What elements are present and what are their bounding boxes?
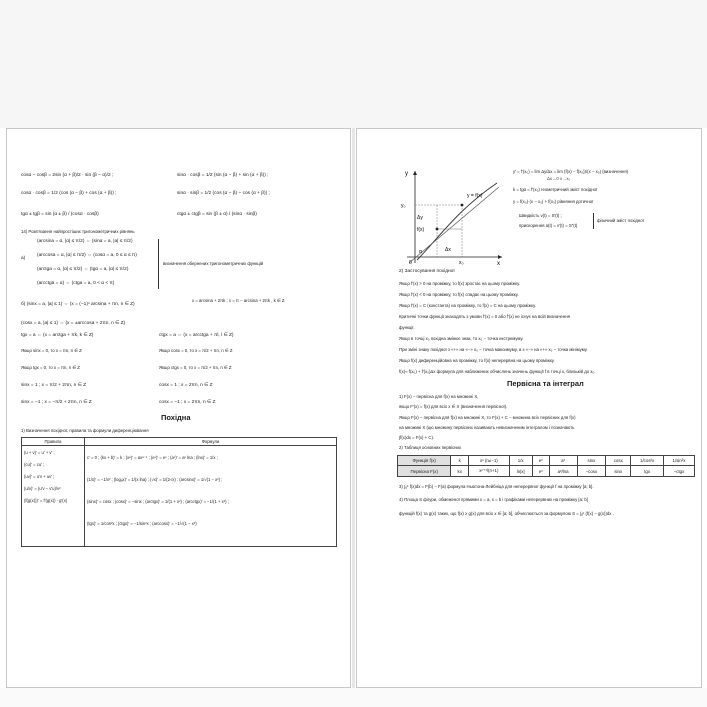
formula-row-1: c′ = 0 ; (kx + b)′ = k ; (xᵅ)′ = αxᵅ⁻¹ ; (eˣ)′ = eˣ ; (aˣ)′ = aˣ lna ; (lnx)′ = 1/x ; bbox=[87, 455, 218, 460]
formula-row-2: (1/x)′ = −1/x² ; (logₐx)′ = 1/(x lna) ; (√x)′ = 1/(2√x) ; (arcsinx)′ = 1/√(1 − x²) ; bbox=[87, 477, 223, 482]
axis-y-label: y bbox=[405, 171, 408, 177]
prim-row2-label: Первісна F(x) bbox=[398, 466, 451, 477]
inverse-a-2: (arccosa = α, |α| ≤ π/2) ⇔ (cosα = a, 0 ≤ α ≤ π) bbox=[37, 253, 137, 258]
integral-line-4: на множині X (цю множину первісних називають невизначеним інтегралом і позначають bbox=[399, 425, 575, 430]
prim-cell: aˣ bbox=[549, 456, 577, 466]
integral-line-1: 1) F(x) − первісна для f(x) на множині X, bbox=[399, 394, 479, 399]
fx-label: f(x) bbox=[417, 227, 425, 233]
axis-x-label: x bbox=[497, 261, 500, 265]
derivative-table bbox=[21, 437, 337, 547]
trig-formula-1: cosα − cosβ = 2sin (α + β)/2 · sin (β − α)/2 ; bbox=[21, 173, 114, 178]
y0-label: y₀ bbox=[401, 203, 406, 209]
special-right-1: Якщо cosx = 0, то x = π/2 + πn, n ∈ Z bbox=[159, 348, 233, 353]
integral-heading: Первісна та інтеграл bbox=[507, 379, 584, 388]
dx-label: Δx bbox=[445, 247, 451, 253]
curve-label: y = f(x) bbox=[467, 193, 483, 199]
label-a: a) bbox=[21, 256, 26, 261]
background-bottom bbox=[0, 688, 707, 707]
formula-row-4: (tgx)′ = 1/cos²x ; (ctgx)′ = −1/sin²x ; (arccosx)′ = −1/√(1 − x²) bbox=[87, 521, 197, 526]
inverse-b-2: (arcctga = α) ⇔ (ctga = a, 0 < α < π) bbox=[37, 281, 115, 286]
primitives-table bbox=[397, 455, 695, 477]
tangent-equation: y = f(x₀)·(x − x₀) + f(x₀) рівняння дотичної bbox=[513, 199, 594, 204]
app-line-5: функції. bbox=[399, 325, 415, 330]
rule-product: (uv)′ = u′v + uv′ ; bbox=[24, 474, 55, 479]
app-line-2: Якщо f′(x) < 0 на проміжку, то f(x) спадає на цьому проміжку. bbox=[399, 292, 519, 297]
prim-cell: aˣ/lna bbox=[549, 466, 577, 477]
special-left-4: sinx = −1 ; x = −π/2 + 2πn, n ∈ Z bbox=[21, 400, 92, 405]
prim-cell: cosx bbox=[606, 456, 631, 466]
tangent-graph bbox=[397, 165, 507, 265]
prim-cell: kx bbox=[451, 466, 469, 477]
app-line-4: Критичні точки функції знаходять з умови f′(x) = 0 або f′(x) не існує на всій визначення bbox=[399, 314, 570, 319]
brace bbox=[157, 239, 159, 289]
equation-sin: б) (sinx = a, |a| ≤ 1) ⇔ (x = (−1)ⁿ arcsina + πn, n ∈ Z) bbox=[21, 302, 135, 307]
derivative-subtitle: 1) Визначення похідної, правила та формули диференціювання bbox=[21, 428, 149, 433]
rule-chain: (f(g(x)))′ = f′(g(x)) · g′(x) bbox=[24, 498, 68, 503]
trig-formula-4: sinα · cosβ = 1/2 (sin (α − β) + sin (α + β)) ; bbox=[177, 173, 269, 178]
prim-cell: xⁿ⁺¹/(n+1) bbox=[469, 466, 510, 477]
inverse-b-1: (arctga = α, |α| ≤ π/2) ⇔ (tgα = a, |α| ≤ π/2) bbox=[37, 267, 129, 272]
inverse-a-1: (arcsina = α, |α| ≤ π/2) ⇔ (sinα = a, |a| ≤ π/2) bbox=[37, 239, 133, 244]
integral-line-3: Якщо F(x) − первісна для f(x) на множині X, то F(x) + C − множина всіх первісних для f(x) bbox=[399, 415, 576, 420]
special-left-3: sinx = 1 ; x = π/2 + 2πn, n ∈ Z bbox=[21, 383, 87, 388]
derivative-heading: Похідна bbox=[161, 413, 191, 422]
prim-cell: 1/x bbox=[509, 456, 532, 466]
integral-line-5: ∫f(x)dx = F(x) + C). bbox=[399, 435, 435, 440]
app-line-9: f(x)≈ f(x₀) + f′(x₀)Δx формула для наближених обчислень значень функції f в точці x, близькій до x₀. bbox=[399, 369, 596, 374]
section-14-title: 14) Розв'язання найпростіших тригонометричних рівнянь bbox=[21, 229, 135, 234]
inverse-note: визначення обернених тригонометричних функцій bbox=[163, 261, 264, 266]
integral-line-2: якщо F′(x) = f(x) для всіх x ∈ X (визначення первісної). bbox=[399, 404, 508, 409]
special-left-2: Якщо tgx = 0, то x = πn, n ∈ Z bbox=[21, 365, 80, 370]
app-line-6: Якщо в точці x₀ похідна змінює знак, то x₀ − точка екстремуму. bbox=[399, 336, 524, 341]
equation-ctg: ctgx = a ⇔ (x = arcctga + πl, l ∈ Z) bbox=[159, 333, 234, 338]
right-page bbox=[356, 128, 702, 688]
dy-label: Δy bbox=[417, 215, 423, 221]
geometric-meaning: k = tgα = f′(x₀) геометричний зміст похідної bbox=[513, 187, 598, 192]
prim-cell: sinx bbox=[606, 466, 631, 477]
acceleration-formula: прискорення a(t) = v′(t) = S″(t) bbox=[519, 223, 578, 228]
area-line-2: функцій f(x) та g(x) таких, що f(x) ≥ g(x) для всіх x ∈ [a; b], обчислюється за формулою S = ∫ₐᵇ (f(x) − g(x))dx . bbox=[399, 511, 614, 516]
trig-formula-6: ctgα ± ctgβ = sin (β ± α) / (sinα · sinβ) bbox=[177, 212, 257, 217]
special-right-4: cosx = −1 ; x = 2πn, n ∈ Z bbox=[159, 400, 216, 405]
special-right-2: Якщо ctgx = 0, то x = π/2 + πn, n ∈ Z bbox=[159, 365, 232, 370]
newton-leibniz-line: 3) ∫ₐᵇ f(x)dx = F(b) − F(a) формула Ньютона-Лейбніца для неперервної функції f на проміжку [a; b]. bbox=[399, 484, 594, 489]
app-line-3: Якщо f′(x) = C (константа) на проміжку, то f(x) = C на цьому проміжку. bbox=[399, 303, 537, 308]
application-title: 2) Застосування похідної bbox=[399, 269, 455, 274]
trig-formula-3: tgα ± tgβ = sin (α ± β) / (cosα · cosβ) bbox=[21, 212, 99, 217]
trig-formula-2: cosα · cosβ = 1/2 (cos (α − β) + cos (α + β)) ; bbox=[21, 191, 117, 196]
origin-label: 0 bbox=[409, 260, 412, 265]
rule-quotient: (u/v)′ = (u′v − v′u)/v² bbox=[24, 486, 61, 491]
equation-cos: (cosx = a, |a| ≤ 1) ⇔ (x = ±arccosa + 2πn, n ∈ Z) bbox=[21, 321, 126, 326]
prim-cell: eˣ bbox=[532, 456, 549, 466]
rule-sum: (u + v)′ = u′ + v′ ; bbox=[24, 450, 55, 455]
prim-cell: eˣ bbox=[532, 466, 549, 477]
rules-header: Правила bbox=[22, 438, 85, 446]
equation-tg: tgx = a ⇔ (x = arctga + πk, k ∈ Z) bbox=[21, 333, 94, 338]
background-top bbox=[0, 0, 707, 128]
prim-cell: 1/cos²x bbox=[631, 456, 664, 466]
prim-cell: k bbox=[451, 456, 469, 466]
app-line-1: Якщо f′(x) > 0 на проміжку, то f(x) зростає на цьому проміжку. bbox=[399, 281, 521, 286]
velocity-formula: Швидкість v(t) = S′(t) ; bbox=[519, 213, 562, 218]
prim-cell: 1/sin²x bbox=[664, 456, 695, 466]
prim-cell: −cosx bbox=[577, 466, 606, 477]
prim-row1-label: Функція f(x) bbox=[398, 456, 451, 466]
area-line-1: 4) Площа S фігури, обмеженої прямими x = a, x = b і графіками неперервних на проміжку [a; b] bbox=[399, 497, 588, 502]
left-page bbox=[6, 128, 351, 688]
limit-subscript: Δx→0 x→x₀ bbox=[547, 176, 571, 181]
alpha-label: α bbox=[419, 249, 422, 255]
formulas-header: Формули bbox=[85, 438, 337, 446]
rule-const: (cu)′ = cu′ ; bbox=[24, 462, 45, 467]
prim-cell: sinx bbox=[577, 456, 606, 466]
trig-formula-5: sinα · sinβ = 1/2 (cos (α − β) − cos (α + β)) ; bbox=[177, 191, 270, 196]
prim-cell: ln|x| bbox=[509, 466, 532, 477]
special-right-3: cosx = 1 ; x = 2πn, n ∈ Z bbox=[159, 383, 213, 388]
special-left-1: Якщо sinx = 0, то x = πn, n ∈ Z bbox=[21, 348, 82, 353]
prim-cell: tgx bbox=[631, 466, 664, 477]
prim-cell: −ctgx bbox=[664, 466, 695, 477]
brace-phys bbox=[591, 213, 594, 229]
physical-meaning-note: фізичний зміст похідної bbox=[597, 218, 644, 223]
integral-line-6: 2) Таблиця основних первісних bbox=[399, 445, 462, 450]
x0-label: x₀ bbox=[459, 260, 464, 265]
app-line-8: Якщо f(x) диференційовна на проміжку, то f(x) неперервна на цьому проміжку. bbox=[399, 358, 555, 363]
app-line-7: При зміні знаку похідної з «+» на «−» x₀ − точка максимуму, а з «−» на «+» x₀ − точка мінімуму. bbox=[399, 347, 588, 352]
derivative-definition: y′ = f′(x₀) = lim Δy/Δx = lim (f(x) − f(x₀))/(x − x₀) (визначення) bbox=[513, 169, 629, 174]
formula-row-3: (sinx)′ = cosx ; (cosx)′ = −sinx ; (arctgx)′ = 1/(1 + x²) ; (arcctgx)′ = −1/(1 + x²) ; bbox=[87, 499, 229, 504]
book-spine bbox=[352, 128, 355, 688]
equation-sin-alt: x = arcsina + 2πk ; x = π − arcsina + 2πk , k ∈ Z bbox=[192, 298, 285, 303]
prim-cell: xⁿ (n≠−1) bbox=[469, 456, 510, 466]
